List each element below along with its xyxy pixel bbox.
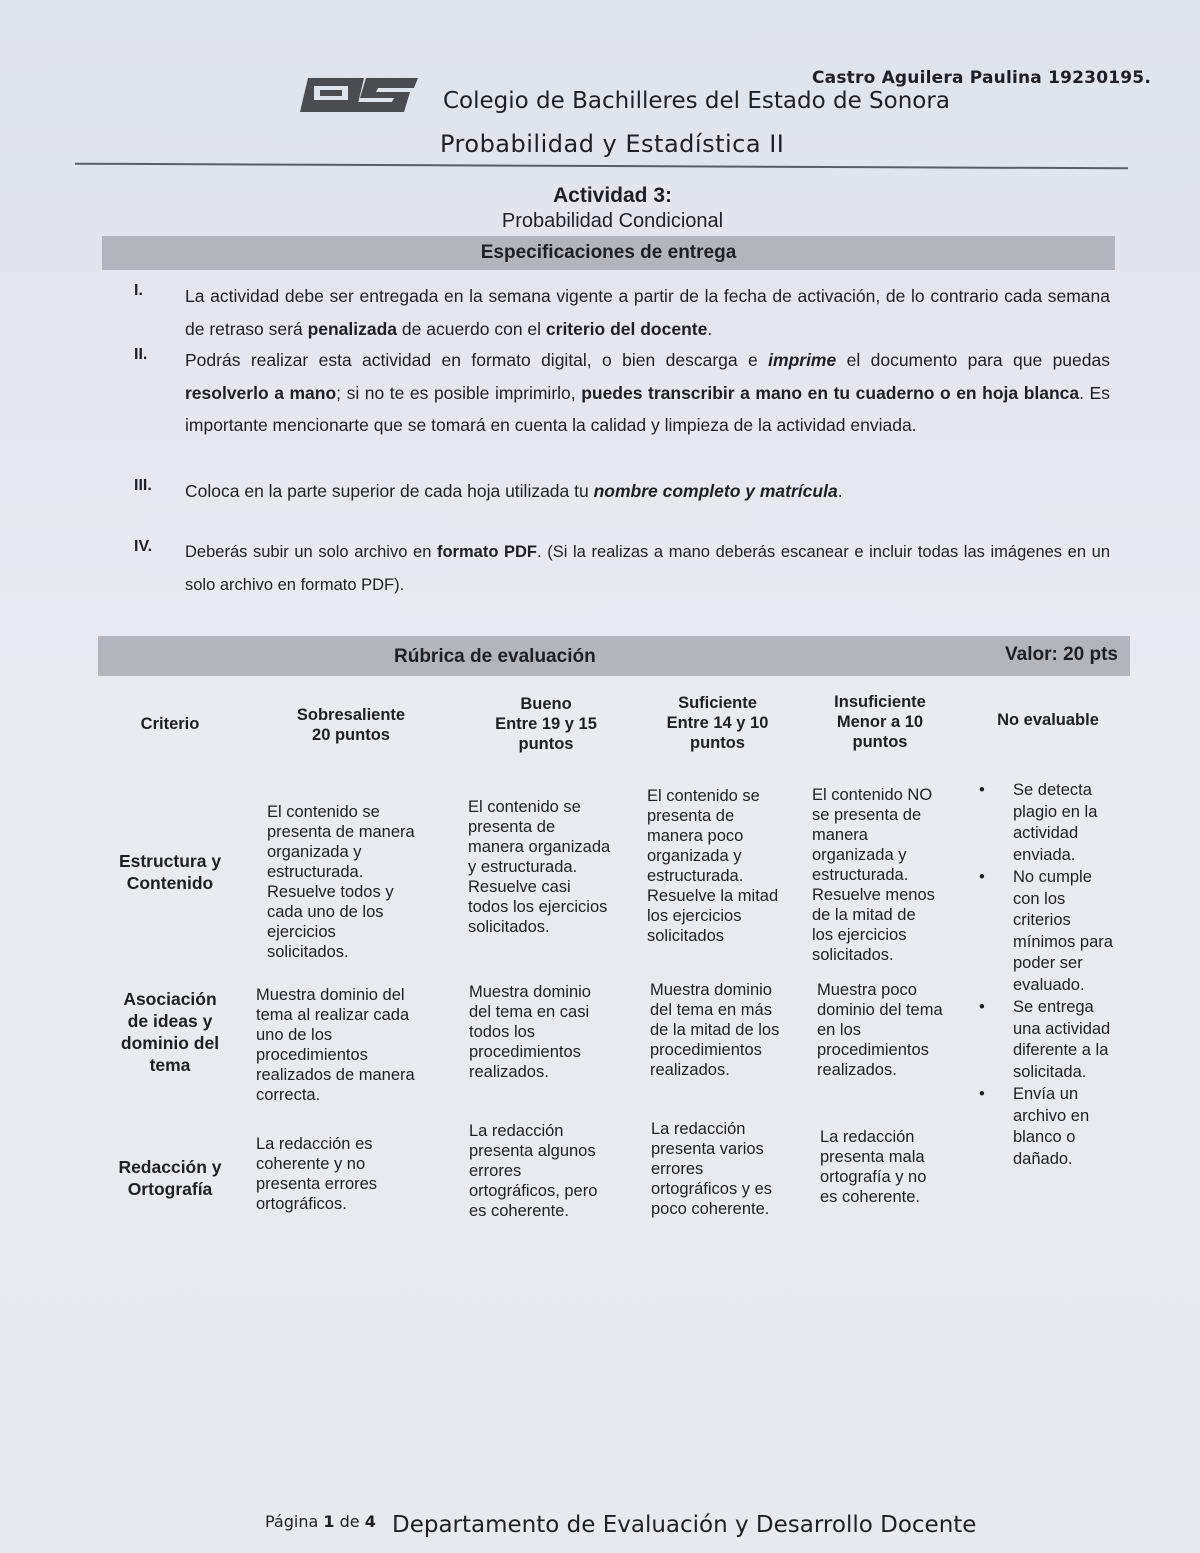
rubric-heading-bar: [98, 636, 1130, 676]
spec-number: IV.: [134, 538, 153, 555]
header-insuficiente: Insuficiente Menor a 10 puntos: [834, 693, 926, 751]
no-evaluable-list: [975, 780, 1125, 1171]
rubric-cell: El contenido se presenta de manera organizada y estructurada. Resuelve todos y cada uno de los ejercicios solicitados.: [267, 803, 415, 961]
page-of: de: [339, 1512, 360, 1531]
cobach-logo: [300, 76, 418, 114]
header-criterio: Criterio: [140, 715, 200, 733]
rubric-cell: La redacción presenta mala ortografía y no es coherente.: [820, 1128, 927, 1206]
rubric-cell: La redacción presenta algunos errores ortográficos, pero es coherente.: [469, 1122, 598, 1220]
specs-heading: Especificaciones de entrega: [480, 242, 737, 263]
subject-title: Probabilidad y Estadística II: [440, 130, 785, 158]
header-divider: [75, 163, 1128, 170]
emphasis-text: resolverlo a mano: [185, 382, 337, 403]
rubric-cell: Muestra poco dominio del tema en los procedimientos realizados.: [817, 981, 943, 1079]
no-evaluable-item: • No cumple con los criterios mínimos para poder ser evaluado.: [975, 867, 1125, 996]
spec-text: [185, 475, 1110, 508]
department-name: Departamento de Evaluación y Desarrollo Docente: [392, 1512, 977, 1538]
spec-number: I.: [134, 282, 143, 299]
rubric-cell: La redacción presenta varios errores ortográficos y es poco coherente.: [651, 1120, 773, 1218]
spec-item: [110, 538, 1110, 600]
spec-text: [185, 280, 1110, 345]
no-evaluable-item: • Se entrega una actividad diferente a la solicitada.: [975, 997, 1125, 1083]
emphasis-text: imprime: [768, 350, 837, 370]
criterion-label: Redacción y Ortografía: [118, 1157, 222, 1199]
page-current: 1: [323, 1512, 335, 1531]
header-bueno: Bueno Entre 19 y 15 puntos: [495, 695, 597, 753]
spec-item: [110, 346, 1110, 476]
body-text: . Es importante mencionarte que se tomará en cuenta la calidad y limpieza de la actividad enviada.: [185, 382, 1110, 435]
body-text: .: [707, 318, 713, 339]
rubric-value: Valor: 20 pts: [1005, 644, 1118, 665]
body-text: La actividad debe ser entregada en la semana vigente a partir de la fecha de activación, de lo contrario cada semana de retraso será: [185, 286, 1110, 339]
activity-subtitle: Probabilidad Condicional: [501, 210, 724, 232]
body-text: . (Si la realizas a mano deberás escanear e incluir todas las imágenes en un solo archivo en formato PDF).: [185, 543, 1110, 594]
school-name: Colegio de Bachilleres del Estado de Sonora: [443, 88, 950, 114]
rubric-cell: Muestra dominio del tema en más de la mitad de los procedimientos realizados.: [650, 981, 780, 1079]
rubric-cell: Muestra dominio del tema al realizar cada uno de los procedimientos realizados de manera correcta.: [256, 986, 415, 1104]
spec-number: III.: [134, 477, 152, 494]
emphasis-text: formato PDF: [436, 543, 538, 561]
page-indicator: [265, 1512, 376, 1531]
page-total: 4: [364, 1512, 376, 1531]
spec-text: [185, 344, 1110, 442]
header-no-evaluable: No evaluable: [997, 711, 1099, 729]
header-sobresaliente: Sobresaliente 20 puntos: [296, 706, 406, 744]
spec-text: [185, 536, 1110, 601]
student-name: Castro Aguilera Paulina 19230195.: [812, 68, 1151, 88]
emphasis-text: puedes transcribir a mano en tu cuaderno o en hoja blanca: [581, 382, 1080, 403]
emphasis-text: penalizada: [307, 318, 398, 339]
emphasis-text: nombre completo y matrícula: [593, 481, 838, 501]
spec-item: [110, 477, 1110, 509]
rubric-cell: La redacción es coherente y no presenta errores ortográficos.: [256, 1135, 378, 1213]
header-suficiente: Suficiente Entre 14 y 10 puntos: [666, 694, 769, 752]
body-text: el documento para que puedas: [836, 350, 1110, 370]
body-text: Coloca en la parte superior de cada hoja utilizada tu: [185, 481, 594, 501]
rubric-cell: El contenido se presenta de manera organizada y estructurada. Resuelve casi todos los ejercicios solicitados.: [468, 798, 611, 936]
specs-heading-bar: [102, 236, 1115, 270]
body-text: .: [837, 481, 843, 501]
emphasis-text: criterio del docente: [545, 318, 708, 339]
body-text: de acuerdo con el: [397, 318, 546, 339]
no-evaluable-item: • Envía un archivo en blanco o dañado.: [975, 1084, 1125, 1170]
spec-number: II.: [134, 346, 148, 363]
rubric-cell: El contenido NO se presenta de manera organizada y estructurada. Resuelve menos de la mitad de los ejercicios solicitados.: [812, 786, 935, 964]
activity-title: Actividad 3:: [552, 184, 673, 207]
rubric-cell: El contenido se presenta de manera poco organizada y estructurada. Resuelve la mitad los ejercicios solicitados: [647, 787, 779, 945]
rubric-title: Rúbrica de evaluación: [394, 646, 596, 667]
criterion-label: Estructura y Contenido: [118, 851, 222, 893]
body-text: Podrás realizar esta actividad en formato digital, o bien descarga e: [185, 350, 769, 370]
body-text: ; si no te es posible imprimirlo,: [336, 382, 582, 403]
body-text: Deberás subir un solo archivo en: [185, 543, 437, 561]
rubric-cell: Muestra dominio del tema en casi todos los procedimientos realizados.: [469, 983, 591, 1081]
spec-item: [110, 282, 1110, 344]
no-evaluable-item: • Se detecta plagio en la actividad enviada.: [975, 780, 1125, 866]
criterion-label: Asociación de ideas y dominio del tema: [120, 989, 220, 1075]
page-label: Página: [265, 1512, 319, 1531]
